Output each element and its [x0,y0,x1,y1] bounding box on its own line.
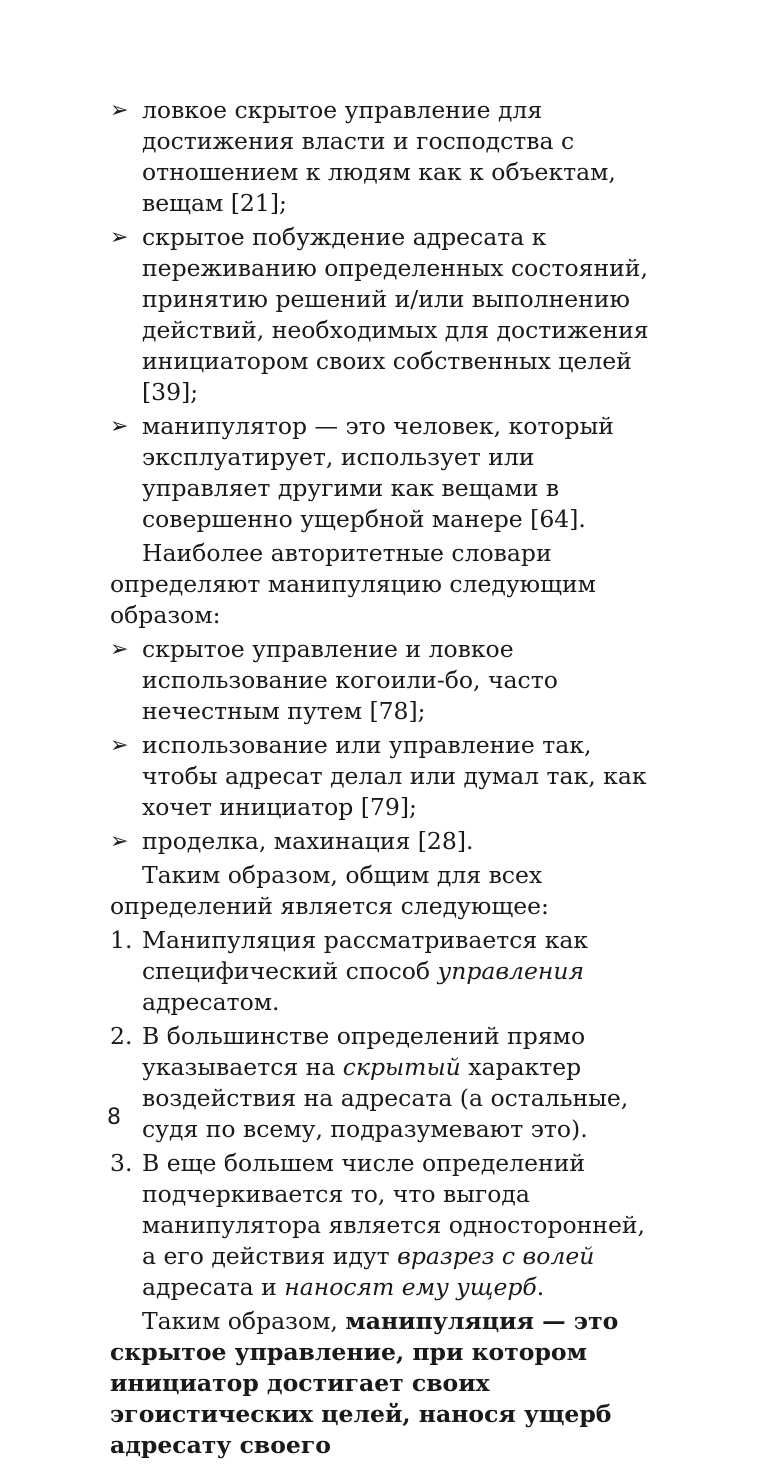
list-item [110,95,658,219]
arrow-bullet-icon: ➢ [110,98,129,123]
definitions-list-1 [110,95,658,535]
conclusion-lead: Таким образом, [142,1307,346,1335]
arrow-bullet-icon: ➢ [110,733,129,758]
arrow-bullet-icon: ➢ [110,225,129,250]
item-text: . [536,1273,545,1301]
numbered-list [110,925,658,1303]
numbered-item-1 [110,925,658,1018]
item-emphasis: скрытый [342,1053,461,1081]
list-item-text: манипулятор — это человек, который эксплуатирует, использует или управляет другими как вещами в совершенно ущербной манере [64]. [142,412,614,533]
list-item [110,222,658,408]
conclusion-definition: манипуляция — это скрытое управление, при котором инициатор достигает своих эгоистических целей, нанося ущерб адресату своего [110,1307,619,1459]
definitions-list-2 [110,634,658,857]
item-text: В еще большем числе определений подчеркивается то, что выгода манипулятора является односторонней, а его действия идут [142,1149,646,1270]
item-number: 3. [110,1149,133,1177]
list-item-text: ловкое скрытое управление для достижения власти и господства с отношением к людям как к объектам, вещам [21]; [142,96,616,217]
item-number: 2. [110,1022,133,1050]
item-text: Манипуляция рассматривается как специфический способ [142,926,589,985]
item-emphasis: управления [437,957,585,985]
list-item-text: скрытое управление и ловкое использование когоили-бо, часто нечестным путем [78]; [142,635,558,725]
numbered-item-3 [110,1148,658,1303]
list-item-text: скрытое побуждение адресата к переживанию определенных состояний, принятию решений и/или выполнению действий, необходимых для достижения инициатором своих собственных целей [39]; [142,223,649,406]
page-number: 8 [107,1105,121,1130]
paragraph-common: Таким образом, общим для всех определений является следующее: [110,861,549,920]
numbered-item-2 [110,1021,658,1145]
paragraph-dictionaries: Наиболее авторитетные словари определяют манипуляцию следующим образом: [110,539,596,629]
item-text: В большинстве определений прямо указывается на [142,1022,586,1081]
list-item [110,634,658,727]
arrow-bullet-icon: ➢ [110,637,129,662]
arrow-bullet-icon: ➢ [110,414,129,439]
item-text: характер воздействия на адресата (а остальные, судя по всему, подразумевают это). [142,1053,629,1143]
item-text: адресатом. [142,988,280,1016]
page-body [110,95,658,1464]
list-item-text: проделка, махинация [28]. [142,827,474,855]
arrow-bullet-icon: ➢ [110,829,129,854]
list-item [110,411,658,535]
item-number: 1. [110,926,133,954]
list-item-text: использование или управление так, чтобы адресат делал или думал так, как хочет инициатор [79]; [142,731,647,821]
item-text: адресата и [142,1273,285,1301]
list-item [110,826,658,857]
item-emphasis: наносят ему ущерб [284,1273,537,1301]
item-emphasis: вразрез с волей [397,1242,595,1270]
paragraph-conclusion [110,1306,658,1461]
list-item [110,730,658,823]
